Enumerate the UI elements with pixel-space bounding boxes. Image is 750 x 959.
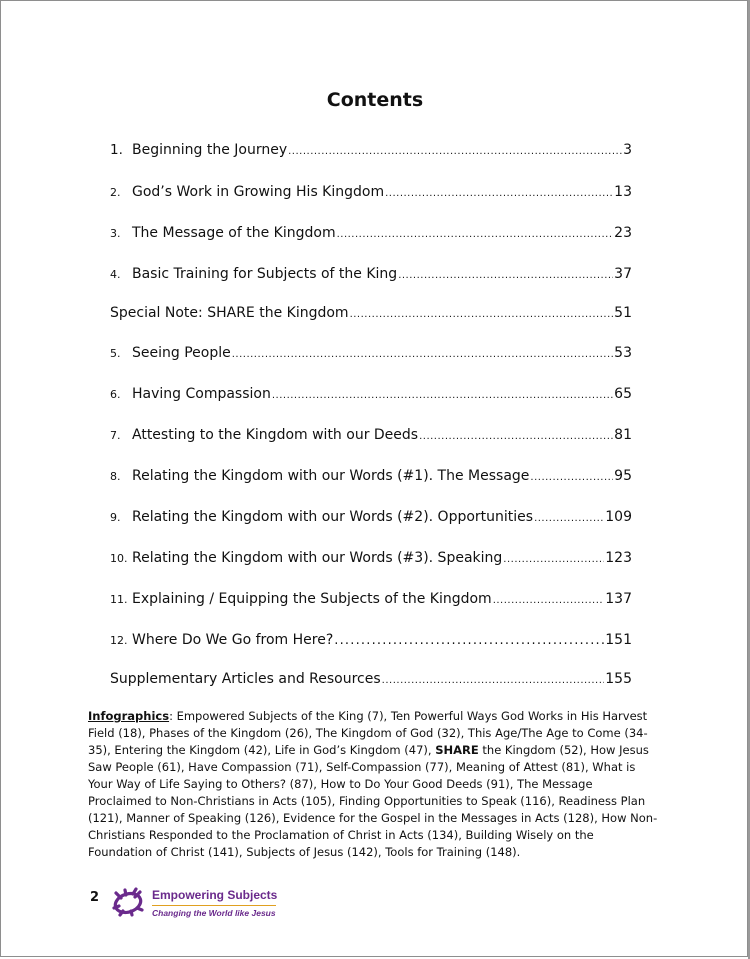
dot-leader [288,146,622,157]
toc-entry-page: 3 [623,142,632,158]
dot-leader [530,472,613,483]
toc-entry-number: 4. [110,268,121,281]
toc-entry-label: Attesting to the Kingdom with our Deeds [132,427,419,443]
toc-entry[interactable] [110,386,632,408]
share-word: SHARE [435,743,479,757]
dot-leader [385,188,613,199]
toc-entry[interactable] [110,550,632,572]
toc-entry-label: Where Do We Go from Here? [132,632,334,648]
dot-leader [398,270,613,281]
toc-entry-label: Explaining / Equipping the Subjects of the Kingdom [132,591,492,607]
toc-entry-number: 2. [110,186,121,199]
toc-entry[interactable] [110,671,632,693]
logo-divider [152,905,276,906]
toc-entry[interactable] [110,142,632,164]
toc-entry-page: 13 [614,184,632,200]
toc-entry-number: 7. [110,429,121,442]
toc-entry-page: 37 [614,266,632,282]
toc-entry-page: 151 [605,632,632,648]
toc-entry-page: 137 [605,591,632,607]
toc-entry-label: God’s Work in Growing His Kingdom [132,184,385,200]
infographics-label: Infographics [88,709,170,723]
toc-entry-number: 12. [110,634,128,647]
toc-entry[interactable] [110,305,632,327]
toc-entry-label: The Message of the Kingdom [132,225,336,241]
dot-leader [534,513,604,524]
dot-leader [419,431,613,442]
toc-entry-number: 1. [110,142,123,158]
dot-leader [350,309,614,320]
toc-entry-label: Beginning the Journey [132,142,288,158]
toc-entry[interactable] [110,427,632,449]
toc-entry-page: 155 [605,671,632,687]
toc-entry-label: Basic Training for Subjects of the King [132,266,398,282]
toc-entry[interactable] [110,509,632,531]
toc-entry[interactable] [110,184,632,206]
toc-entry-number: 5. [110,347,121,360]
toc-entry-label: Supplementary Articles and Resources [110,671,381,687]
page-number: 2 [90,890,100,905]
dot-leader [232,349,613,360]
toc-entry-page: 51 [614,305,632,321]
toc-entry-page: 123 [605,550,632,566]
infographics-text-2: the Kingdom (52), How Jesus Saw People (61), Have Compassion (71), Self-Compassion (77), Meaning of Attest (81), What is Your Way of Life Saying to Others? (87), How to Do Your Good Deeds (91), The Message Proclaimed to Non-Christians in Acts (105), Finding Opportunities to Speak (116), Readiness Plan (121), Manner of Speaking (126), Evidence for the Gospel in the Messages in Acts (128), How Non-Christians Responded to the Proclamation of Christ in Acts (134), Building Wisely on the Foundation of Christ (141), Subjects of Jesus (142), Tools for Training (148). [88,743,658,859]
toc-entry-label: Relating the Kingdom with our Words (#3). Speaking [132,550,503,566]
toc-entry-number: 11. [110,593,128,606]
crown-of-thorns-icon [110,886,146,918]
dot-leader [493,595,605,606]
logo-title: Empowering Subjects [152,888,278,902]
toc-entry-number: 9. [110,511,121,524]
toc-entry-label: Relating the Kingdom with our Words (#2). Opportunities [132,509,534,525]
toc-entry[interactable] [110,266,632,288]
dot-leader [382,675,605,686]
toc-entry-number: 8. [110,470,121,483]
toc-entry-page: 95 [614,468,632,484]
page-title: Contents [326,89,424,111]
toc-entry-label: Special Note: SHARE the Kingdom [110,305,349,321]
toc-entry-number: 10. [110,552,128,565]
toc-entry[interactable] [110,632,632,654]
toc-entry-label: Relating the Kingdom with our Words (#1). The Message [132,468,530,484]
toc-entry-number: 3. [110,227,121,240]
toc-entry-page: 23 [614,225,632,241]
dot-leader [503,554,604,565]
toc-entry-label: Having Compassion [132,386,271,402]
toc-entry[interactable] [110,225,632,247]
toc-entry-number: 6. [110,388,121,401]
dot-leader [337,229,614,240]
dot-leader [334,633,604,648]
toc-entry-label: Seeing People [132,345,231,361]
logo-tagline: Changing the World like Jesus [152,908,276,918]
toc-entry[interactable] [110,468,632,490]
toc-entry-page: 109 [605,509,632,525]
toc-entry[interactable] [110,591,632,613]
toc-entry-page: 65 [614,386,632,402]
toc-entry-page: 53 [614,345,632,361]
dot-leader [272,390,613,401]
toc-entry[interactable] [110,345,632,367]
toc-entry-page: 81 [614,427,632,443]
infographics-paragraph [88,708,658,861]
infographics-text-1: : Empowered Subjects of the King (7), Ten Powerful Ways God Works in His Harvest Field (18), Phases of the Kingdom (26), The Kingdom of God (32), This Age/The Age to Come (34-35), Entering the Kingdom (42), Life in God’s Kingdom (47), [88,709,648,757]
